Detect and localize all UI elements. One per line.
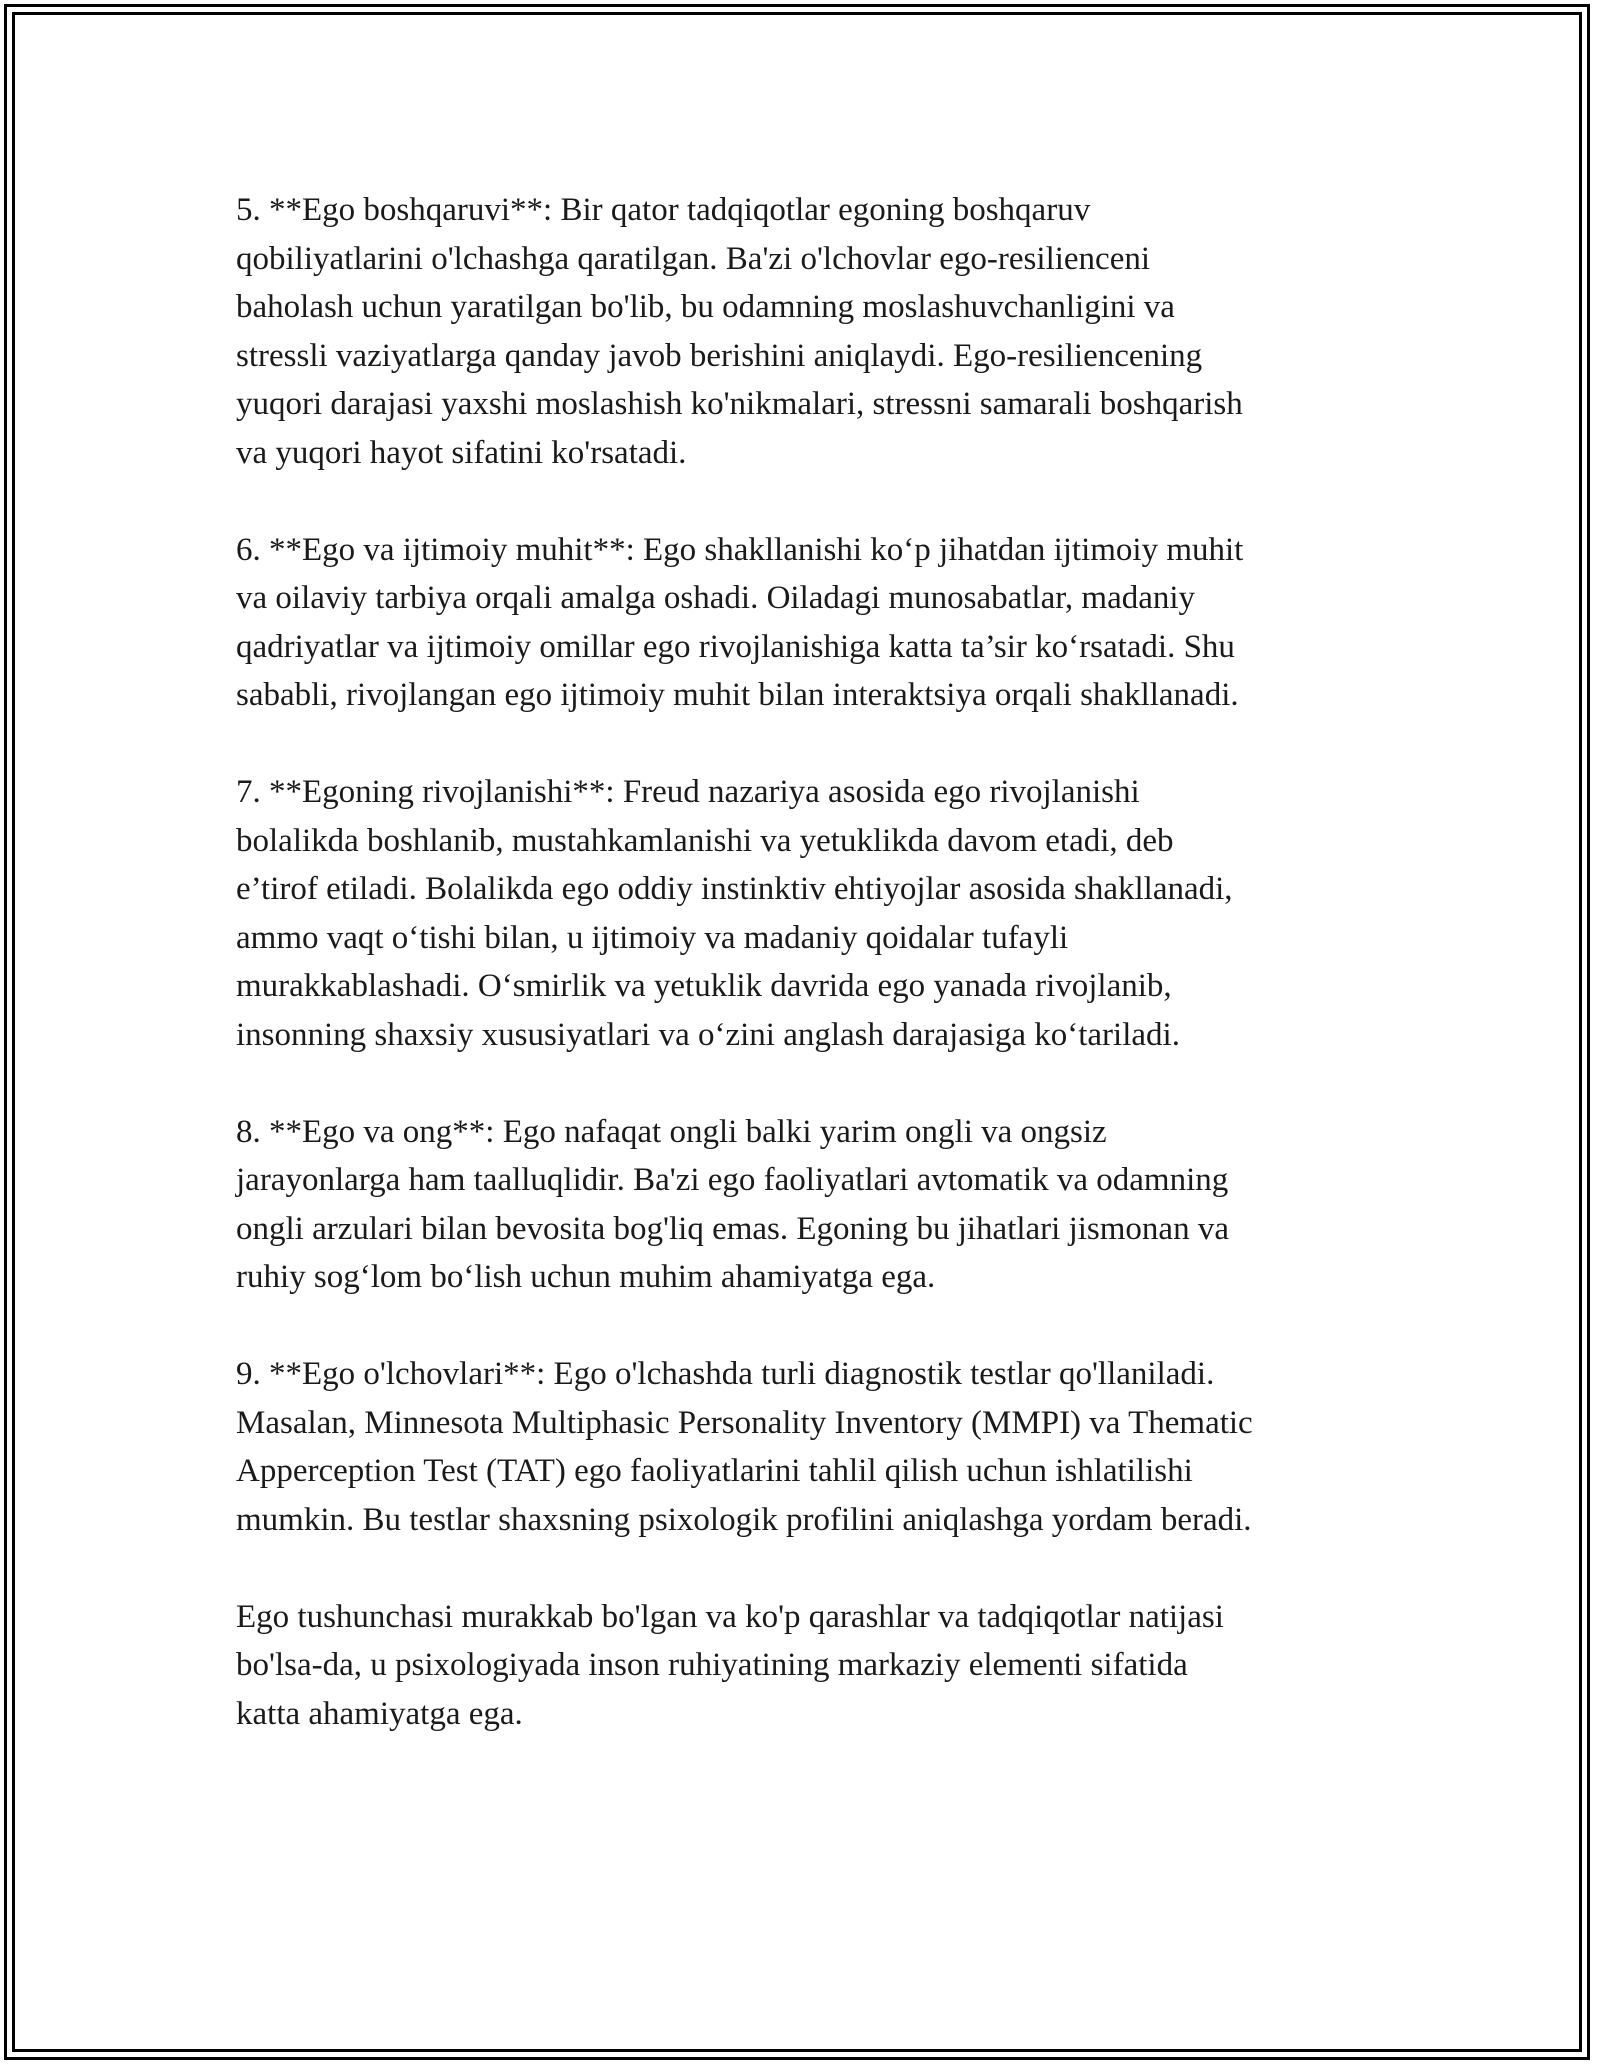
- paragraph-conclusion: [236, 1593, 1376, 1739]
- text-line: katta ahamiyatga ega.: [236, 1695, 523, 1732]
- text-line: sababli, rivojlangan ego ijtimoiy muhit bilan interaktsiya orqali shakllanadi.: [236, 677, 1239, 713]
- text-line: stressli vaziyatlarga qanday javob berishini aniqlaydi. Ego-resiliencening: [236, 337, 1203, 374]
- text-line: bo'lsa-da, u psixologiyada inson ruhiyatining markaziy elementi sifatida: [236, 1647, 1188, 1683]
- paragraph-ego-olchovlari: [236, 1350, 1376, 1544]
- text-line: mumkin. Bu testlar shaxsning psixologik profilini aniqlashga yordam beradi.: [236, 1501, 1252, 1538]
- text-line: Ego tushunchasi murakkab bo'lgan va ko'p qarashlar va tadqiqotlar natijasi: [236, 1598, 1224, 1635]
- text-line: Apperception Test (TAT) ego faoliyatlarini tahlil qilish uchun ishlatilishi: [236, 1453, 1193, 1489]
- text-line: baholash uchun yaratilgan bo'lib, bu odamning moslashuvchanligini va: [236, 289, 1175, 325]
- text-line: ruhiy sog‘lom bo‘lish uchun muhim ahamiyatga ega.: [236, 1259, 936, 1295]
- text-line: qadriyatlar va ijtimoiy omillar ego rivojlanishiga katta ta’sir ko‘rsatadi. Shu: [236, 628, 1235, 665]
- text-line: ongli arzulari bilan bevosita bog'liq emas. Egoning bu jihatlari jismonan va: [236, 1210, 1229, 1247]
- text-line: ammo vaqt o‘tishi bilan, u ijtimoiy va madaniy qoidalar tufayli: [236, 919, 1069, 956]
- text-line: e’tirof etiladi. Bolalikda ego oddiy instinktiv ehtiyojlar asosida shakllanadi,: [236, 871, 1233, 907]
- text-line: Masalan, Minnesota Multiphasic Personality Inventory (MMPI) va Thematic: [236, 1404, 1253, 1441]
- paragraph-egoning-rivojlanishi: [236, 768, 1376, 1059]
- text-line: qobiliyatlarini o'lchashga qaratilgan. Ba'zi o'lchovlar ego-resilienceni: [236, 240, 1151, 277]
- text-line: insonning shaxsiy xususiyatlari va o‘zini anglash darajasiga ko‘tariladi.: [236, 1016, 1180, 1053]
- paragraph-ego-ijtimoiy-muhit: [236, 526, 1376, 720]
- text-line: 7. **Egoning rivojlanishi**: Freud nazariya asosida ego rivojlanishi: [236, 774, 1140, 810]
- paragraph-ego-va-ong: [236, 1108, 1376, 1302]
- text-line: va oilaviy tarbiya orqali amalga oshadi. Oiladagi munosabatlar, madaniy: [236, 580, 1196, 616]
- text-line: yuqori darajasi yaxshi moslashish ko'nikmalari, stressni samarali boshqarish: [236, 386, 1243, 422]
- text-line: 9. **Ego o'lchovlari**: Ego o'lchashda turli diagnostik testlar qo'llaniladi.: [236, 1356, 1215, 1392]
- text-line: 8. **Ego va ong**: Ego nafaqat ongli balki yarim ongli va ongsiz: [236, 1113, 1107, 1150]
- text-line: 5. **Ego boshqaruvi**: Bir qator tadqiqotlar egoning boshqaruv: [236, 192, 1091, 228]
- document-body: [236, 186, 1376, 1787]
- paragraph-ego-boshqaruvi: [236, 186, 1376, 477]
- text-line: bolalikda boshlanib, mustahkamlanishi va yetuklikda davom etadi, deb: [236, 822, 1174, 859]
- text-line: jarayonlarga ham taalluqlidir. Ba'zi ego faoliyatlari avtomatik va odamning: [236, 1162, 1229, 1198]
- text-line: murakkablashadi. O‘smirlik va yetuklik davrida ego yanada rivojlanib,: [236, 968, 1172, 1004]
- text-line: 6. **Ego va ijtimoiy muhit**: Ego shakllanishi ko‘p jihatdan ijtimoiy muhit: [236, 531, 1244, 568]
- text-line: va yuqori hayot sifatini ko'rsatadi.: [236, 434, 687, 471]
